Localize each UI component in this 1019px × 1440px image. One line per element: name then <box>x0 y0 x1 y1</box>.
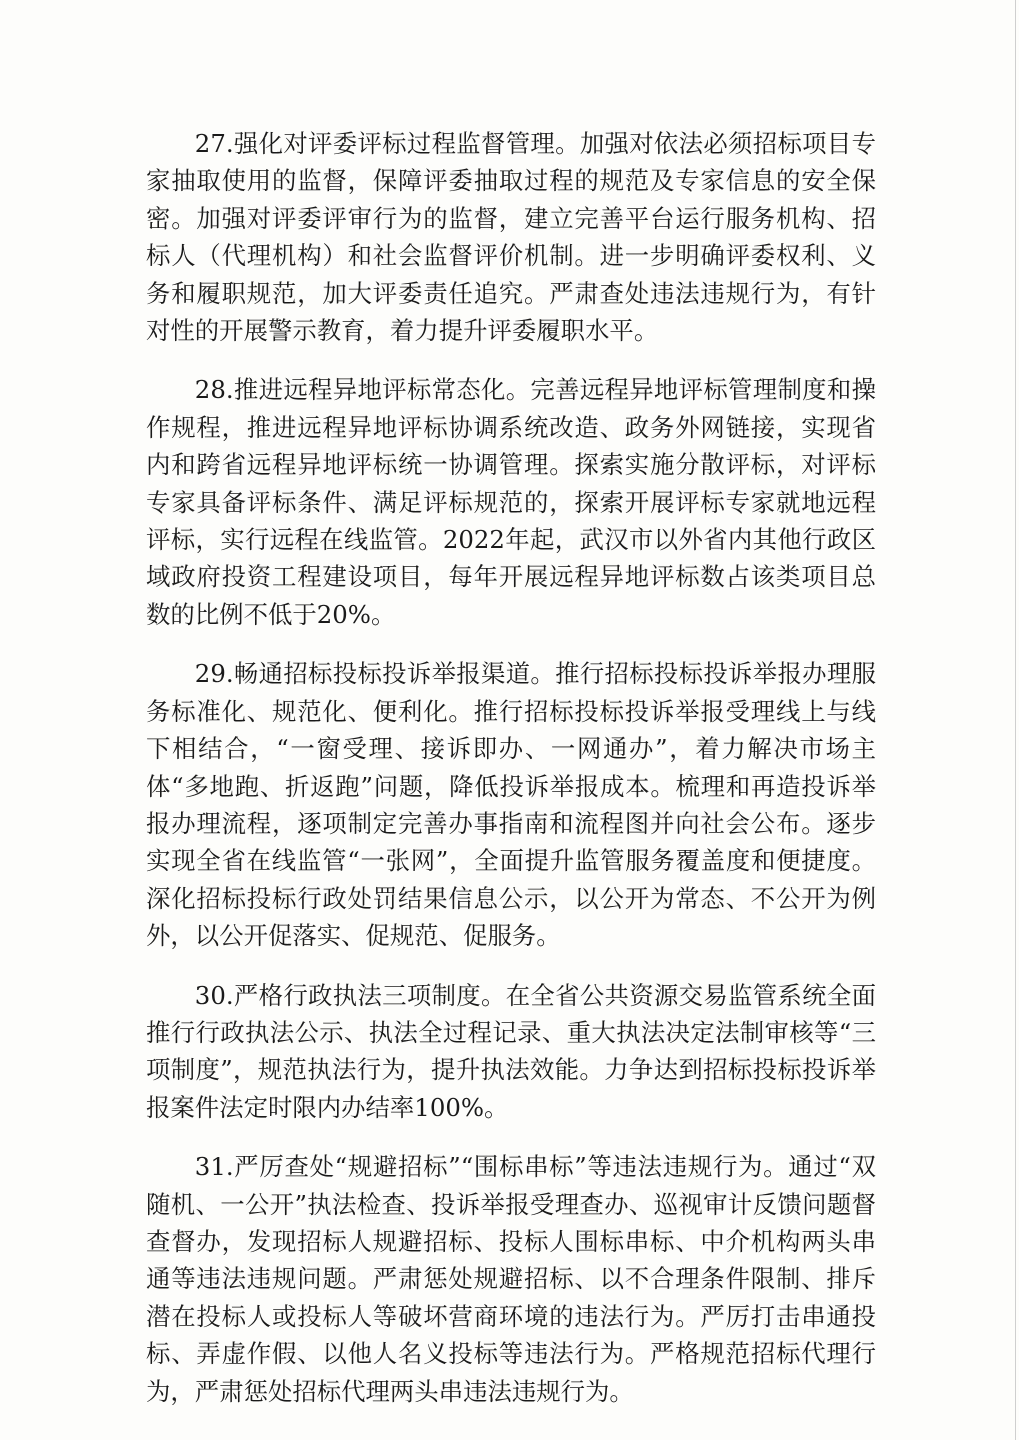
paragraph-text: 推进远程异地评标常态化。完善远程异地评标管理制度和操作规程，推进远程异地评标协调系统改造、政务外网链接，实现省内和跨省远程异地评标统一协调管理。探索实施分散评标，对评标专家具备评标条件、满足评标规范的，探索开展评标专家就地远程评标，实行远程在线监管。2022年起，武汉市以外省内其他行政区域政府投资工程建设项目，每年开展远程异地评标数占该类项目总数的比例不低于20%。 <box>146 375 876 629</box>
paragraph-number: 28. <box>194 375 234 405</box>
scan-edge-line <box>1015 0 1016 1440</box>
paragraph-31 <box>146 1148 876 1410</box>
paragraph-28 <box>146 371 876 633</box>
paragraph-text: 畅通招标投标投诉举报渠道。推行招标投标投诉举报办理服务标准化、规范化、便利化。推行招标投标投诉举报受理线上与线下相结合，“一窗受理、接诉即办、一网通办”，着力解决市场主体“多地跑、折返跑”问题，降低投诉举报成本。梳理和再造投诉举报办理流程，逐项制定完善办事指南和流程图并向社会公布。逐步实现全省在线监管“一张网”，全面提升监管服务覆盖度和便捷度。深化招标投标行政处罚结果信息公示，以公开为常态、不公开为例外，以公开促落实、促规范、促服务。 <box>146 659 876 951</box>
document-body <box>146 125 876 1432</box>
paragraph-number: 27. <box>194 129 234 158</box>
paragraph-number: 30. <box>194 980 234 1010</box>
paragraph-number: 29. <box>194 659 234 689</box>
paragraph-text: 严格行政执法三项制度。在全省公共资源交易监管系统全面推行行政执法公示、执法全过程记录、重大执法决定法制审核等“三项制度”，规范执法行为，提升执法效能。力争达到招标投标投诉举报案件法定时限内办结率100%。 <box>146 980 876 1122</box>
paragraph-text: 严厉查处“规避招标”“围标串标”等违法违规行为。通过“双随机、一公开”执法检查、投诉举报受理查办、巡视审计反馈问题督查督办，发现招标人规避招标、投标人围标串标、中介机构两头串通等违法违规问题。严肃惩处规避招标、以不合理条件限制、排斥潜在投标人或投标人等破坏营商环境的违法行为。严厉打击串通投标、弄虚作假、以他人名义投标等违法行为。严格规范招标代理行为，严肃惩处招标代理两头串违法违规行为。 <box>146 1152 876 1406</box>
paragraph-27 <box>146 125 876 349</box>
paragraph-number: 31. <box>194 1152 234 1182</box>
paragraph-29 <box>146 655 876 954</box>
paragraph-30 <box>146 977 876 1127</box>
paragraph-text: 强化对评委评标过程监督管理。加强对依法必须招标项目专家抽取使用的监督，保障评委抽取过程的规范及专家信息的安全保密。加强对评委评审行为的监督，建立完善平台运行服务机构、招标人（代理机构）和社会监督评价机制。进一步明确评委权利、义务和履职规范，加大评委责任追究。严肃查处违法违规行为，有针对性的开展警示教育，着力提升评委履职水平。 <box>146 129 876 346</box>
